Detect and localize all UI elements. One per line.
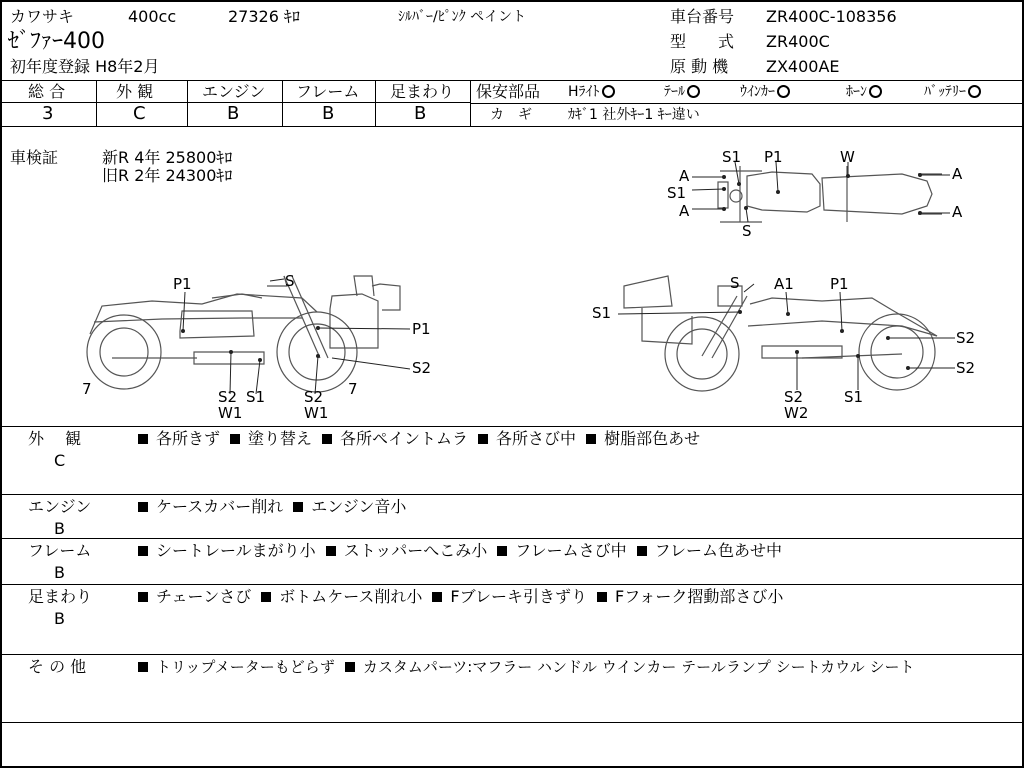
- bullet-icon: [345, 662, 355, 672]
- label-s1-top: S1: [722, 148, 742, 166]
- label-a-top1: A: [679, 167, 690, 185]
- note-item: トリップメーターもどらず: [138, 658, 335, 676]
- engine-label: エンジン: [202, 82, 266, 101]
- winker-ok-icon: [777, 85, 790, 98]
- label-a-top4: A: [952, 203, 963, 221]
- safety-label: 保安部品: [476, 82, 541, 101]
- safety-winker: ｳｲﾝｶｰ: [740, 83, 790, 101]
- bullet-icon: [230, 434, 240, 444]
- frame-no-label: 車台番号: [670, 7, 735, 26]
- note-items: [138, 542, 792, 560]
- note-item: シートレールまがり小: [138, 541, 316, 560]
- type-value: ZR400C: [766, 32, 830, 51]
- bullet-icon: [597, 592, 607, 602]
- model-name: ｾﾞﾌｧｰ400: [8, 29, 105, 54]
- note-items: [138, 498, 416, 516]
- bullet-icon: [637, 546, 647, 556]
- note-item: カスタムパーツ:マフラー ハンドル ウインカー テールランプ シートカウル シート: [345, 658, 915, 676]
- note-item: Fフォーク摺動部さび小: [597, 587, 783, 606]
- damage-diagram: [2, 126, 1022, 426]
- safety-battery: ﾊﾞｯﾃﾘｰ: [924, 83, 981, 101]
- label-7-b: 7: [348, 380, 358, 398]
- label-w2: W2: [784, 404, 809, 422]
- bullet-icon: [322, 434, 332, 444]
- note-item: フレーム色あせ中: [637, 541, 782, 560]
- inspection-label: 車検証: [10, 148, 59, 167]
- label-p1-a: P1: [173, 275, 192, 293]
- frame-no: ZR400C-108356: [766, 7, 897, 26]
- bullet-icon: [478, 434, 488, 444]
- overall-label: 総 合: [28, 82, 66, 101]
- note-grade: B: [54, 609, 65, 628]
- bullet-icon: [138, 592, 148, 602]
- label-w1-a: W1: [218, 404, 243, 422]
- note-item: チェーンさび: [138, 587, 251, 606]
- label-s2-c: S2: [304, 388, 324, 406]
- displacement: 400cc: [128, 7, 177, 26]
- note-item: 各所さび中: [478, 429, 576, 448]
- type-label: 型 式: [670, 32, 735, 51]
- label-s2-e: S2: [956, 359, 976, 377]
- note-item: 塗り替え: [230, 429, 312, 448]
- note-label: そ の 他: [28, 657, 87, 676]
- bullet-icon: [497, 546, 507, 556]
- note-item: ストッパーへこみ小: [326, 541, 488, 560]
- label-s1-c: S1: [844, 388, 864, 406]
- inspection-old: 旧R 2年 24300ｷﾛ: [102, 166, 233, 185]
- note-grade: C: [54, 451, 66, 470]
- frame-grade: B: [322, 103, 335, 124]
- note-item: エンジン音小: [293, 497, 406, 516]
- exterior-label: 外 観: [116, 82, 154, 101]
- headlight-ok-icon: [602, 85, 615, 98]
- note-item: 各所ペイントムラ: [322, 429, 468, 448]
- battery-ok-icon: [968, 85, 981, 98]
- safety-headlight: Hﾗｲﾄ: [568, 83, 615, 101]
- safety-taillight: ﾃｰﾙ: [664, 83, 700, 101]
- engine-grade: B: [227, 103, 240, 124]
- safety-horn: ﾎｰﾝ: [846, 83, 882, 101]
- overall-grade: 3: [42, 103, 54, 124]
- note-item: ケースカバー削れ: [138, 497, 283, 516]
- color: ｼﾙﾊﾞｰ/ﾋﾟﾝｸ ペイント: [398, 9, 527, 25]
- keys-label: カ ギ: [490, 107, 532, 123]
- maker: カワサキ: [10, 7, 75, 26]
- first-registration: 初年度登録 H8年2月: [10, 57, 160, 76]
- label-w1-b: W1: [304, 404, 329, 422]
- bullet-icon: [326, 546, 336, 556]
- note-item: Fブレーキ引きずり: [432, 587, 587, 606]
- bullet-icon: [138, 434, 148, 444]
- note-label: エンジン: [28, 497, 92, 516]
- label-s1-b: S1: [592, 304, 612, 322]
- bullet-icon: [138, 502, 148, 512]
- mileage: 27326 ｷﾛ: [228, 7, 300, 26]
- label-s1-top2: S1: [667, 184, 687, 202]
- label-a1: A1: [774, 275, 794, 293]
- keys-value: ｶｷﾞ1 社外ｷｰ1 ｷｰ違い: [568, 107, 700, 123]
- note-items: [138, 588, 793, 606]
- note-item: フレームさび中: [497, 541, 626, 560]
- note-item: 各所きず: [138, 429, 220, 448]
- note-items: [138, 658, 924, 676]
- bullet-icon: [138, 546, 148, 556]
- bullet-icon: [586, 434, 596, 444]
- note-label: 足まわり: [28, 587, 93, 606]
- engine-model-label: 原 動 機: [670, 57, 729, 76]
- note-item: 樹脂部色あせ: [586, 429, 700, 448]
- frame-label: フレーム: [296, 82, 360, 101]
- label-s2-a: S2: [412, 359, 432, 377]
- note-label: フレーム: [28, 541, 92, 560]
- note-grade: B: [54, 519, 65, 538]
- suspension-label: 足まわり: [390, 82, 455, 101]
- bullet-icon: [293, 502, 303, 512]
- label-7-a: 7: [82, 380, 92, 398]
- label-p1-c: P1: [830, 275, 849, 293]
- taillight-ok-icon: [687, 85, 700, 98]
- label-p1-b: P1: [412, 320, 431, 338]
- bullet-icon: [138, 662, 148, 672]
- exterior-grade: C: [133, 103, 146, 124]
- label-a-top2: A: [679, 202, 690, 220]
- label-p1-top: P1: [764, 148, 783, 166]
- engine-model-value: ZX400AE: [766, 57, 840, 76]
- label-a-top3: A: [952, 165, 963, 183]
- label-s1-a: S1: [246, 388, 266, 406]
- label-s2-d: S2: [956, 329, 976, 347]
- suspension-grade: B: [414, 103, 427, 124]
- label-s2-f: S2: [784, 388, 804, 406]
- bullet-icon: [432, 592, 442, 602]
- note-grade: B: [54, 563, 65, 582]
- label-w-top: W: [840, 148, 855, 166]
- label-s-a: S: [285, 272, 295, 290]
- horn-ok-icon: [869, 85, 882, 98]
- label-s-top: S: [742, 222, 752, 240]
- note-items: [138, 430, 710, 448]
- bullet-icon: [261, 592, 271, 602]
- label-s2-b: S2: [218, 388, 238, 406]
- label-s-b: S: [730, 274, 740, 292]
- inspection-new: 新R 4年 25800ｷﾛ: [102, 148, 233, 167]
- note-label: 外 観: [28, 429, 82, 448]
- note-item: ボトムケース削れ小: [261, 587, 422, 606]
